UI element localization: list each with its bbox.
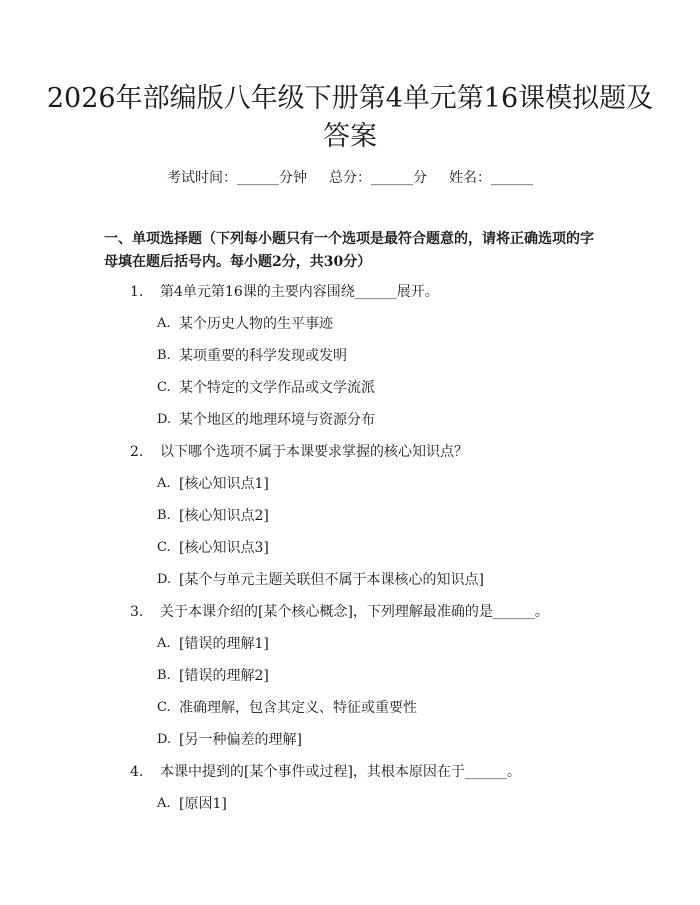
answer-option — [0, 698, 700, 730]
option-letter: C. — [157, 700, 171, 715]
answer-option — [0, 666, 700, 698]
question-item — [0, 442, 700, 474]
answer-option — [0, 378, 700, 410]
question-item — [0, 602, 700, 634]
answer-option — [0, 314, 700, 346]
option-letter: D. — [157, 572, 172, 587]
option-letter: A. — [157, 796, 171, 811]
option-text: [某个与单元主题关联但不属于本课核心的知识点] — [179, 572, 484, 588]
exam-meta — [0, 168, 700, 188]
section-heading-single-choice: 一、单项选择题（下列每小题只有一个选项是最符合题意的，请将正确选项的字母填在题后括号内。每小题2分，共30分） — [104, 231, 594, 270]
answer-option — [0, 346, 700, 378]
question-stem: 以下哪个选项不属于本课要求掌握的核心知识点？ — [160, 444, 468, 460]
option-letter: A. — [157, 636, 171, 651]
student-name-label: 姓名：______ — [449, 170, 533, 186]
option-text: 某个地区的地理环境与资源分布 — [179, 412, 375, 428]
option-letter: B. — [157, 668, 171, 683]
question-list — [0, 282, 700, 826]
total-score-label: 总分：______分 — [329, 170, 427, 186]
question-stem: 关于本课介绍的[某个核心概念]，下列理解最准确的是______。 — [160, 604, 549, 620]
answer-option — [0, 474, 700, 506]
option-letter: A. — [157, 316, 171, 331]
question-number: 2. — [130, 444, 144, 460]
question-number: 3. — [130, 604, 144, 620]
answer-option — [0, 538, 700, 570]
option-text: 准确理解，包含其定义、特征或重要性 — [179, 700, 417, 716]
answer-option — [0, 570, 700, 602]
exam-time-label: 考试时间：______分钟 — [167, 170, 307, 186]
option-letter: A. — [157, 476, 171, 491]
option-text: [核心知识点1] — [179, 476, 269, 492]
option-letter: C. — [157, 540, 171, 555]
question-stem: 本课中提到的[某个事件或过程]，其根本原因在于______。 — [160, 764, 521, 780]
option-letter: D. — [157, 412, 172, 427]
question-item — [0, 282, 700, 314]
option-text: [另一种偏差的理解] — [179, 732, 302, 748]
option-letter: D. — [157, 732, 172, 747]
option-letter: B. — [157, 508, 171, 523]
option-text: 某个特定的文学作品或文学流派 — [179, 380, 375, 396]
answer-option — [0, 730, 700, 762]
option-text: [核心知识点2] — [179, 508, 269, 524]
option-text: [错误的理解2] — [179, 668, 269, 684]
answer-option — [0, 410, 700, 442]
document-title: 2026年部编版八年级下册第4单元第16课模拟题及答案 — [46, 83, 654, 152]
option-text: [原因1] — [179, 796, 227, 812]
answer-option — [0, 634, 700, 666]
option-text: 某项重要的科学发现或发明 — [179, 348, 347, 364]
option-text: [核心知识点3] — [179, 540, 269, 556]
answer-option — [0, 506, 700, 538]
question-number: 1. — [130, 284, 144, 300]
option-letter: B. — [157, 348, 171, 363]
question-item — [0, 762, 700, 794]
question-number: 4. — [130, 764, 144, 780]
question-stem: 第4单元第16课的主要内容围绕______展开。 — [160, 284, 439, 300]
option-text: [错误的理解1] — [179, 636, 269, 652]
answer-option — [0, 794, 700, 826]
option-text: 某个历史人物的生平事迹 — [179, 316, 333, 332]
option-letter: C. — [157, 380, 171, 395]
